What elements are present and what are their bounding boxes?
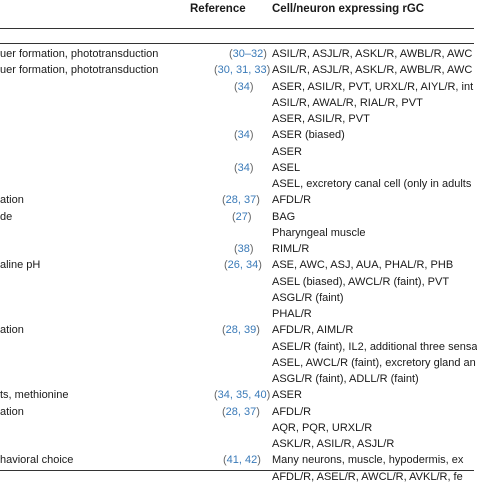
table-row	[0, 355, 474, 372]
cell-expression-cell: ASER	[272, 389, 302, 402]
body-top-rule	[0, 43, 474, 44]
reference-cell	[234, 79, 254, 96]
cell-expression-cell: ASIL/R, ASJL/R, ASKL/R, AWBL/R, AWC	[272, 48, 473, 60]
reference-close-paren: )	[247, 210, 252, 223]
reference-close-paren: )	[249, 80, 254, 93]
table-row	[0, 144, 474, 161]
reference-close-paren: )	[249, 129, 254, 142]
cell-expression-cell: AFDL/R, AIML/R	[272, 324, 354, 337]
reference-close-paren: )	[257, 454, 261, 467]
reference-open-paren: (	[222, 405, 226, 418]
reference-cell	[223, 452, 261, 469]
reference-column-header: Reference	[190, 3, 246, 15]
reference-link[interactable]: 34	[237, 80, 250, 93]
table-row	[0, 322, 474, 339]
function-cell: ation	[0, 194, 24, 207]
reference-close-paren: )	[249, 243, 254, 255]
cell-expression-cell: ASER	[272, 145, 302, 158]
table-row	[0, 46, 474, 63]
table-row	[0, 95, 474, 112]
table-row	[0, 62, 474, 79]
cell-expression-cell: ASIL/R, ASJL/R, ASKL/R, AWBL/R, AWC	[272, 64, 473, 77]
reference-open-paren: (	[234, 243, 238, 255]
table-row	[0, 79, 474, 96]
reference-close-paren: )	[256, 324, 260, 337]
cell-expression-cell: ASGL/R (faint)	[272, 291, 344, 304]
cell-expression-cell: ASER, ASIL/R, PVT, URXL/R, AIYL/R, int	[272, 80, 474, 93]
header-rule	[0, 28, 474, 29]
reference-cell	[232, 209, 252, 226]
reference-open-paren: (	[222, 194, 226, 207]
reference-cell	[222, 404, 260, 421]
function-cell: havioral choice	[0, 454, 74, 467]
cell-expression-cell: ASER, ASIL/R, PVT	[272, 113, 370, 125]
cell-expression-cell: RIML/R	[272, 243, 310, 255]
reference-open-paren: (	[234, 129, 238, 142]
reference-link[interactable]: 27	[235, 210, 248, 223]
reference-close-paren: )	[266, 389, 271, 402]
function-cell: aline pH	[0, 259, 41, 272]
table-row	[0, 111, 474, 128]
reference-open-paren: (	[214, 389, 218, 402]
reference-open-paren: (	[222, 324, 226, 337]
cell-expression-cell: Pharyngeal muscle	[272, 226, 366, 239]
cell-expression-cell: BAG	[272, 210, 296, 223]
function-cell: ation	[0, 405, 24, 418]
table-row	[0, 127, 474, 144]
reference-link[interactable]: 26, 34	[227, 259, 259, 272]
cell-expression-cell: Many neurons, muscle, hypodermis, ex	[272, 454, 464, 467]
cell-expression-cell: ASEL	[272, 161, 301, 174]
reference-close-paren: )	[263, 48, 267, 60]
function-cell: ts, methionine	[0, 389, 69, 402]
reference-open-paren: (	[229, 48, 233, 60]
reference-link[interactable]: 38	[237, 243, 250, 255]
table-row	[0, 274, 474, 291]
reference-cell	[214, 62, 270, 79]
reference-close-paren: )	[266, 64, 271, 77]
reference-cell	[222, 322, 260, 339]
cell-expression-cell: ASEL (biased), AWCL/R (faint), PVT	[272, 275, 450, 288]
reference-link[interactable]: 34	[237, 129, 250, 142]
reference-cell	[222, 192, 260, 209]
cell-expression-cell: AFDL/R, ASEL/R, AWCL/R, AVKL/R, fe	[272, 470, 463, 483]
reference-link[interactable]: 28, 39	[225, 324, 257, 337]
reference-cell	[229, 46, 267, 63]
cell-column-header: Cell/neuron expressing rGC	[272, 3, 425, 15]
reference-cell	[234, 127, 254, 144]
reference-cell	[234, 160, 254, 177]
table-row	[0, 160, 474, 177]
reference-open-paren: (	[224, 259, 228, 272]
reference-close-paren: )	[249, 161, 254, 174]
reference-cell	[224, 257, 262, 274]
table-row	[0, 176, 474, 193]
reference-close-paren: )	[256, 405, 260, 418]
cell-expression-cell: ASGL/R (faint), ADLL/R (faint)	[272, 373, 419, 385]
function-cell: ation	[0, 324, 24, 337]
cell-expression-cell: ASEL/R (faint), IL2, additional three sensa	[272, 340, 477, 353]
reference-link[interactable]: 30–32	[232, 48, 264, 60]
table-row	[0, 306, 474, 323]
table-row	[0, 469, 474, 486]
function-cell: uer formation, phototransduction	[0, 48, 159, 60]
cell-expression-cell: AFDL/R	[272, 194, 312, 207]
cell-expression-cell: AFDL/R	[272, 405, 312, 418]
function-cell: uer formation, phototransduction	[0, 64, 159, 77]
table-row	[0, 225, 474, 242]
reference-open-paren: (	[214, 64, 218, 77]
reference-link[interactable]: 28, 37	[225, 194, 257, 207]
table-row	[0, 452, 474, 469]
cell-expression-cell: ASKL/R, ASIL/R, ASJL/R	[272, 438, 395, 450]
reference-link[interactable]: 41, 42	[226, 454, 258, 467]
table-row	[0, 387, 474, 404]
table-row	[0, 290, 474, 307]
table-row	[0, 241, 474, 258]
function-cell: de	[0, 210, 13, 223]
table-row	[0, 436, 474, 453]
table-row	[0, 420, 474, 437]
reference-link[interactable]: 30, 31, 33	[217, 64, 267, 77]
table-row	[0, 209, 474, 226]
table-row	[0, 192, 474, 209]
reference-open-paren: (	[223, 454, 227, 467]
table-row	[0, 339, 477, 356]
cell-expression-cell: ASE, AWC, ASJ, AUA, PHAL/R, PHB	[272, 259, 454, 272]
reference-link[interactable]: 28, 37	[225, 405, 257, 418]
reference-link[interactable]: 34	[237, 161, 250, 174]
table-row	[0, 371, 474, 388]
reference-link[interactable]: 34, 35, 40	[217, 389, 267, 402]
cell-expression-cell: PHAL/R	[272, 308, 312, 320]
reference-close-paren: )	[258, 259, 262, 272]
table-header	[0, 0, 474, 28]
cell-expression-cell: ASIL/R, AWAL/R, RIAL/R, PVT	[272, 96, 423, 109]
cell-expression-cell: ASEL, AWCL/R (faint), excretory gland an	[272, 356, 476, 369]
reference-open-paren: (	[234, 161, 238, 174]
table-row	[0, 257, 474, 274]
reference-close-paren: )	[256, 194, 260, 207]
table-row	[0, 404, 474, 421]
reference-cell	[214, 387, 270, 404]
reference-cell	[234, 241, 254, 258]
cell-expression-cell: AQR, PQR, URXL/R	[272, 421, 373, 434]
cell-expression-cell: ASER (biased)	[272, 129, 345, 142]
cell-expression-cell: ASEL, excretory canal cell (only in adults	[272, 178, 472, 190]
reference-open-paren: (	[234, 80, 238, 93]
reference-open-paren: (	[232, 210, 236, 223]
